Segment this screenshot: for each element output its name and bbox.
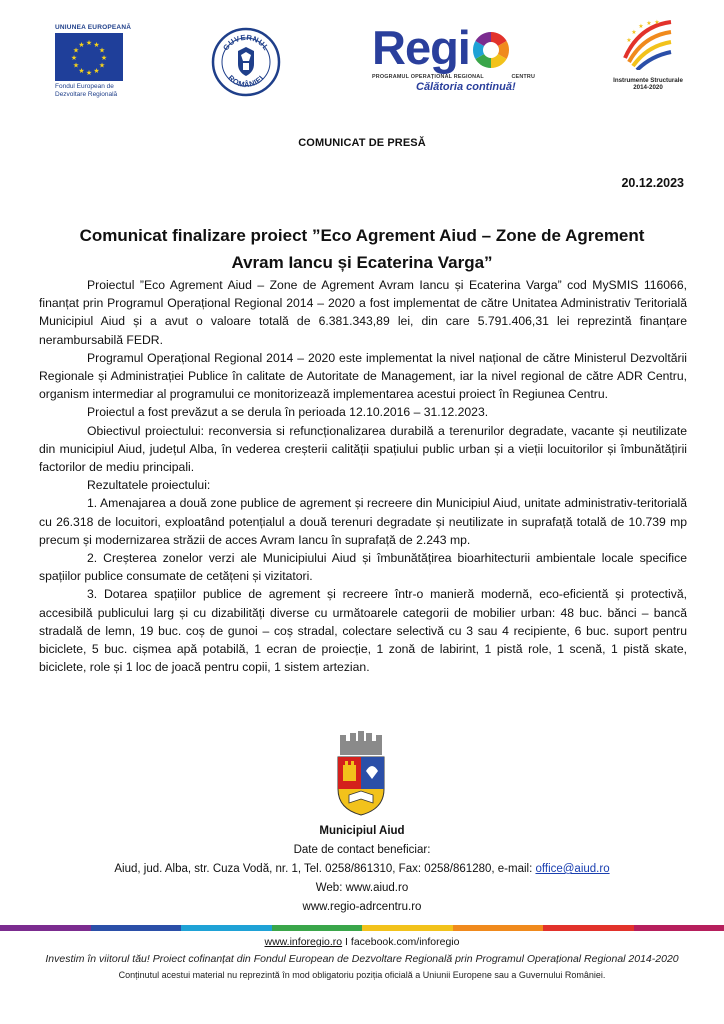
- svg-text:★: ★: [85, 39, 93, 47]
- eu-footer-line2: Dezvoltare Regională: [55, 91, 118, 98]
- footer-links: [0, 936, 724, 948]
- eu-logo: [55, 24, 135, 99]
- email-link[interactable]: office@aiud.ro: [535, 863, 610, 875]
- beneficiary-contact: [0, 822, 724, 917]
- footer-separator: I: [342, 936, 351, 948]
- eu-footer-line1: Fondul European de: [55, 83, 114, 90]
- eu-fund-name: [55, 83, 135, 99]
- contact-address-line: [0, 860, 724, 879]
- paragraph-results-heading: Rezultatele proiectului:: [87, 478, 211, 493]
- regio-adrcentru-site[interactable]: www.regio-adrcentru.ro: [302, 901, 422, 913]
- svg-text:★: ★: [72, 61, 80, 70]
- instrumente-structurale-icon: [619, 18, 677, 70]
- result-item-1: 1. Amenajarea a două zone publice de agrement și recreere din Municipiul Aiud, unitate administrativ-teritorială cu 26.318 de locuitori, exploatând potențialul a două terenuri degradate și neutilizate in suprafață totală de 10.739 mp precum și modernizarea străzii de acces Avram Iancu în suprafață de 2.243 mp.: [39, 496, 687, 547]
- gov-top-text: GUVERNUL: [221, 32, 271, 53]
- instrumente-structurale-logo: [600, 18, 696, 98]
- regio-color-wheel-icon: [471, 30, 511, 70]
- eu-caption: UNIUNEA EUROPEANĂ: [55, 24, 132, 31]
- government-seal-icon: [211, 27, 281, 97]
- aiud-crest-icon: [334, 731, 388, 817]
- contact-label: Date de contact beneficiar:: [293, 844, 431, 856]
- svg-text:★: ★: [93, 67, 100, 75]
- result-item-2: 2. Creșterea zonelor verzi ale Municipiului Aiud și îmbunătățirea bioarhitecturii ambientale locale specifice spațiilor publice consumate de cetățeni și vizitatori.: [39, 551, 687, 584]
- svg-text:★: ★: [93, 41, 100, 49]
- contact-address: Aiud, jud. Alba, str. Cuza Vodă, nr. 1, Tel. 0258/861310, Fax: 0258/861280, e-mail:: [114, 863, 536, 875]
- press-release-label: COMUNICAT DE PRESĂ: [298, 137, 426, 149]
- regio-word: Regi: [372, 21, 470, 74]
- document-title: [60, 222, 664, 276]
- result-item-3: 3. Dotarea spațiilor publice de agrement și recreere într-o manieră modernă, eco-eficientă și protectivă, accesibilă publicului larg și cu dizabilități diverse cu următoarele categorii de mobilier urban: 48 buc. bănci – bancă stradală de lemn, 19 buc. coș de gunoi – coș stradal, colectare selectivă cu 3 sau 4 recipiente, 6 buc. suport pentru biciclete, 5 buc. cișmea apă potabilă, 1 ecran de proiecție, 1 zonă de labirint, 1 pistă role, 1 scenă, 1 pistă skate, biciclete, role și 1 loc de joacă pentru copii, 1 sistem artezian.: [39, 587, 687, 675]
- svg-text:★: ★: [98, 61, 106, 70]
- title-line-2: Avram Iancu și Ecaterina Varga”: [231, 253, 493, 272]
- beneficiary-name: Municipiul Aiud: [319, 825, 405, 837]
- footer-disclaimer: Conținutul acestui material nu reprezintă în mod obligatoriu poziția oficială a Uniunii Europene sau a Guvernului României.: [118, 970, 606, 980]
- svg-text:★: ★: [626, 37, 632, 44]
- facebook-link[interactable]: facebook.com/inforegio: [350, 936, 460, 948]
- gov-bottom-text: ROMÂNIEI: [226, 73, 266, 90]
- svg-text:★: ★: [70, 54, 78, 62]
- document-body: [39, 276, 687, 676]
- footer-rainbow-bar: [0, 925, 724, 931]
- page-footer: [0, 936, 724, 980]
- svg-text:★: ★: [72, 46, 80, 55]
- svg-text:★: ★: [78, 41, 85, 49]
- instrumente-title: Instrumente Structurale: [613, 77, 683, 84]
- svg-text:★: ★: [78, 67, 85, 75]
- svg-text:★: ★: [631, 29, 637, 36]
- eu-flag-icon: [55, 33, 123, 81]
- paragraph-project-period: Proiectul a fost prevăzut a se derula în perioada 12.10.2016 – 31.12.2023.: [87, 405, 489, 420]
- eu-stars-icon: [55, 33, 123, 81]
- title-line-1: Comunicat finalizare proiect ”Eco Agrement Aiud – Zone de Agrement: [79, 226, 645, 245]
- svg-text:★: ★: [646, 20, 652, 27]
- paragraph-project-summary: Proiectul ”Eco Agrement Aiud – Zone de Agrement Avram Iancu și Ecaterina Varga” cod MySMIS 116066, finanțat prin Programul Operațional Regional 2014 – 2020 a fost implementat de către Unitatea Administrativ Teritorială Municipiul Aiud și a avut o valoare totală de 6.381.343,89 lei, din care 5.791.406,31 lei reprezintă finanțare nerambursabilă FEDR.: [39, 278, 687, 347]
- svg-text:★: ★: [100, 54, 108, 62]
- regio-subtitle-left: PROGRAMUL OPERAȚIONAL REGIONAL: [372, 74, 484, 80]
- government-seal: [211, 27, 281, 97]
- regio-wordmark: [372, 21, 542, 74]
- aiud-coat-of-arms: [334, 731, 388, 817]
- inforegio-link[interactable]: www.inforegio.ro: [264, 936, 343, 948]
- regio-subtitle-right: CENTRU: [511, 74, 536, 80]
- paragraph-program-implementation: Programul Operațional Regional 2014 – 2020 este implementat la nivel național de către Ministerul Dezvoltării Regionale și Administrației Publice în calitate de Autoritate de Management, iar la nivel regional de către ADR Centru, organism intermediar al programului ce monitorizează implementarea acestui proiect în Regiunea Centru.: [39, 350, 687, 402]
- regio-logo: [372, 21, 542, 99]
- regio-subtitle: [372, 74, 542, 80]
- svg-text:★: ★: [638, 23, 644, 30]
- website-line[interactable]: Web: www.aiud.ro: [315, 882, 409, 894]
- paragraph-project-objective: Obiectivul proiectului: reconversia si refuncționalizarea durabilă a terenurilor degradate, vacante și neutilizate din municipiul Aiud, județul Alba, în vederea creșterii calității spațiului public urban și a vieții locuitorilor și îmbunătățirii factorilor de mediu principali.: [39, 423, 687, 475]
- svg-text:★: ★: [98, 46, 106, 55]
- footer-slogan: Investim în viitorul tău! Proiect cofinanțat din Fondul European de Dezvoltare Regională prin Programul Operațional Regional 2014-2020: [45, 953, 679, 965]
- instrumente-years: 2014-2020: [633, 84, 663, 91]
- release-date: 20.12.2023: [621, 176, 684, 190]
- regio-tagline: Călătoria continuă!: [416, 81, 516, 93]
- logo-bar: [0, 0, 724, 110]
- svg-text:★: ★: [85, 69, 93, 77]
- svg-text:★: ★: [654, 19, 660, 26]
